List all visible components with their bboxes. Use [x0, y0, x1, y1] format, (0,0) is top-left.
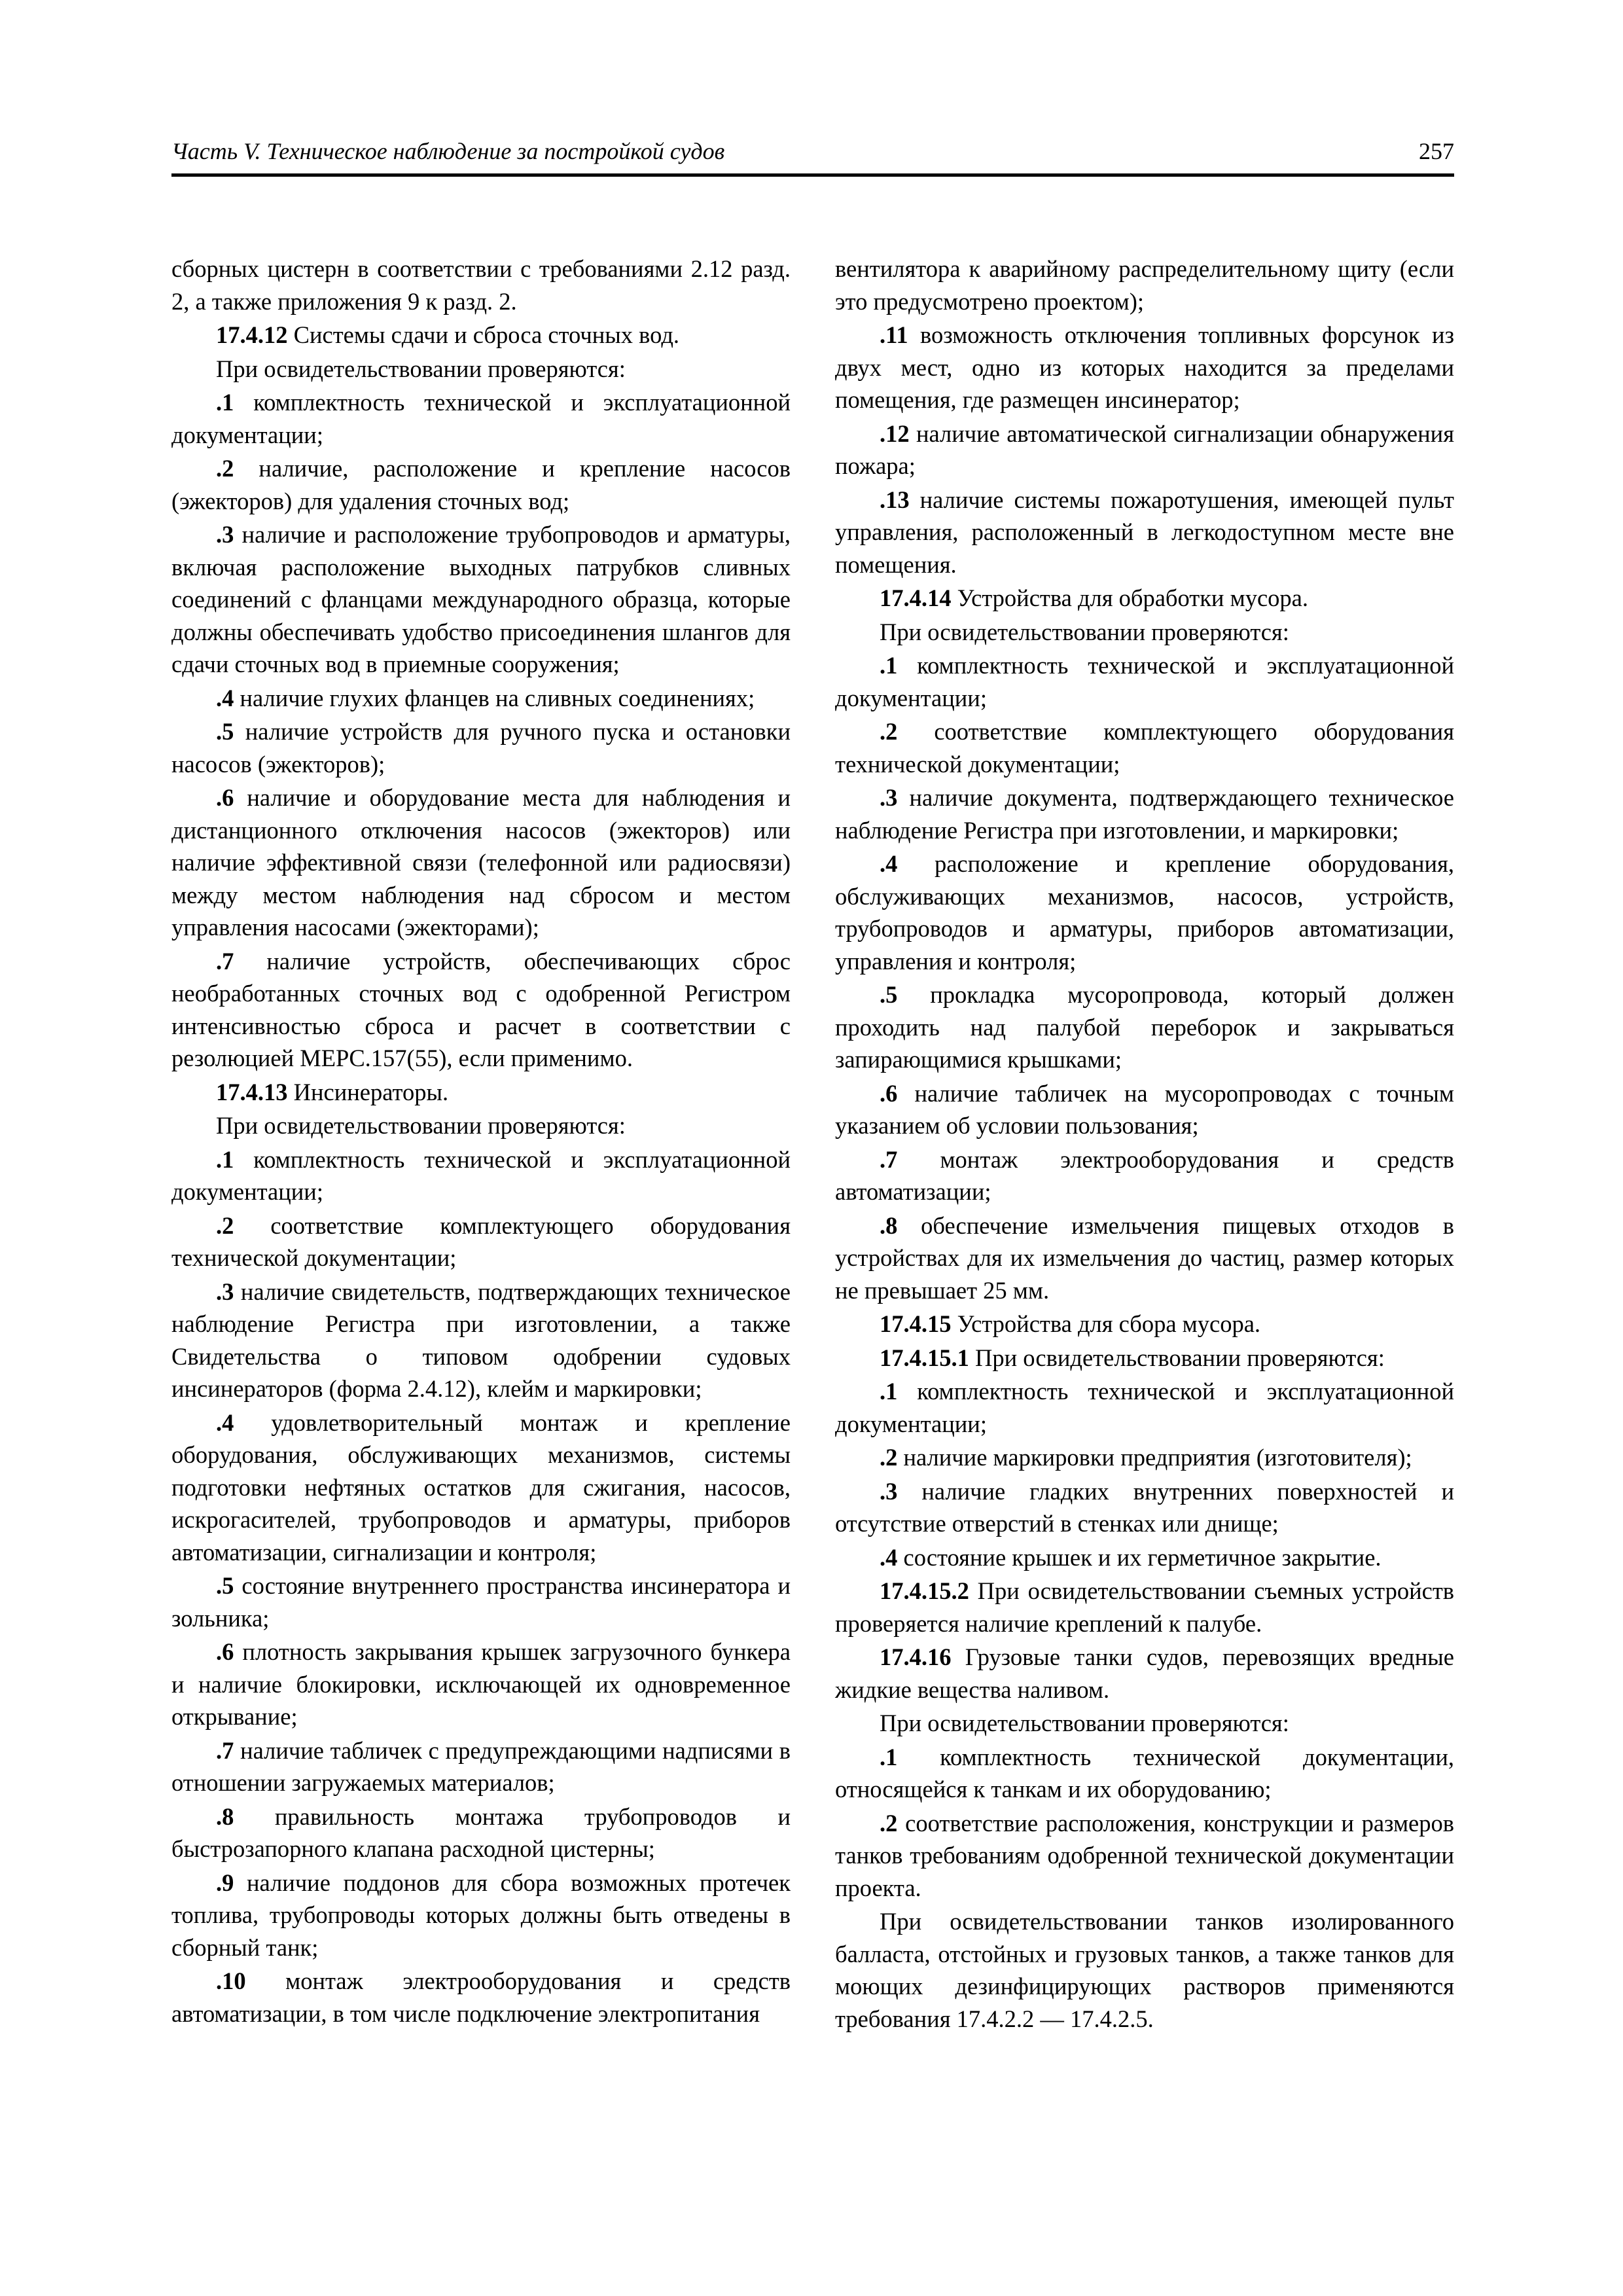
- paragraph-text: наличие и оборудование места для наблюдения и дистанционного отключения насосов (эжекторов) или наличие эффективной связи (телефонной или радиосвязи) между местом наблюдения над сбросом и местом управления насосами (эжекторами);: [171, 784, 791, 941]
- paragraph-text: наличие устройств, обеспечивающих сброс необработанных сточных вод с одобренной Регистром интенсивностью сброса и расчет в соответствии с резолюцией MEPC.157(55), если применимо.: [171, 947, 791, 1071]
- clause-number: .11: [880, 321, 908, 348]
- paragraph: [835, 1541, 1454, 1574]
- paragraph-text: комплектность технической и эксплуатационной документации;: [171, 389, 791, 448]
- clause-number: .3: [880, 1477, 898, 1505]
- paragraph-text: Грузовые танки судов, перевозящих вредные жидкие вещества наливом.: [835, 1643, 1454, 1703]
- paragraph: [171, 1867, 791, 1964]
- clause-number: .4: [216, 684, 234, 711]
- paragraph: [171, 781, 791, 944]
- clause-number: .5: [216, 718, 234, 745]
- clause-number: .4: [880, 1543, 898, 1571]
- paragraph-text: комплектность технической и эксплуатационной документации;: [835, 1378, 1454, 1437]
- clause-number: 17.4.13: [216, 1078, 288, 1105]
- paragraph: [835, 978, 1454, 1076]
- clause-number: 17.4.15.1: [880, 1344, 969, 1371]
- paragraph-text: При освидетельствовании проверяются:: [216, 1112, 626, 1139]
- clause-number: .6: [216, 784, 234, 811]
- paragraph: [835, 1807, 1454, 1905]
- clause-number: .8: [216, 1803, 234, 1830]
- paragraph-text: комплектность технической и эксплуатационной документации;: [171, 1145, 791, 1205]
- paragraph-text: обеспечение измельчения пищевых отходов в устройствах для их измельчения до частиц, размер которых не превышает 25 мм.: [835, 1211, 1454, 1304]
- clause-number: .10: [216, 1967, 246, 1994]
- clause-number: .3: [216, 1278, 234, 1305]
- clause-number: .12: [880, 420, 910, 447]
- clause-number: .1: [880, 1743, 898, 1770]
- paragraph-text: прокладка мусоропровода, который должен проходить над палубой переборок и закрываться запирающимися крышками;: [835, 981, 1454, 1073]
- paragraph: [835, 616, 1454, 649]
- paragraph: [835, 1342, 1454, 1374]
- paragraph: [835, 1905, 1454, 2035]
- paragraph-text: наличие устройств для ручного пуска и остановки насосов (эжекторов);: [171, 718, 791, 778]
- clause-number: 17.4.15: [880, 1310, 952, 1337]
- clause-number: .6: [216, 1638, 234, 1665]
- paragraph: [171, 945, 791, 1075]
- paragraph-text: комплектность технической и эксплуатационной документации;: [835, 652, 1454, 711]
- clause-number: .7: [880, 1145, 898, 1173]
- paragraph: [171, 1636, 791, 1733]
- paragraph: [835, 1077, 1454, 1142]
- paragraph: [171, 1407, 791, 1569]
- clause-number: 17.4.15.2: [880, 1577, 969, 1604]
- clause-number: 17.4.14: [880, 584, 952, 611]
- clause-number: .2: [216, 455, 234, 482]
- paragraph: [835, 1143, 1454, 1208]
- paragraph: [835, 484, 1454, 581]
- paragraph-text: Инсинераторы.: [287, 1078, 449, 1105]
- paragraph-text: При освидетельствовании съемных устройств проверяется наличие креплений к палубе.: [835, 1577, 1454, 1637]
- paragraph: [835, 781, 1454, 846]
- paragraph-text: При освидетельствовании проверяются:: [880, 618, 1289, 645]
- paragraph: [835, 1475, 1454, 1540]
- paragraph: [171, 386, 791, 451]
- paragraph: [835, 848, 1454, 977]
- clause-number: .1: [216, 1145, 234, 1173]
- paragraph-text: наличие табличек на мусоропроводах с точным указанием об условии пользования;: [835, 1079, 1454, 1139]
- paragraph: [171, 1276, 791, 1405]
- paragraph: [171, 1109, 791, 1142]
- paragraph-text: сборных цистерн в соответствии с требованиями 2.12 разд. 2, а также приложения 9 к разд. 2.: [171, 255, 791, 315]
- paragraph-text: При освидетельствовании проверяются:: [969, 1344, 1385, 1371]
- paragraph: [835, 1308, 1454, 1340]
- paragraph: [171, 1210, 791, 1274]
- clause-number: .2: [880, 1809, 898, 1837]
- paragraph: [171, 1143, 791, 1208]
- paragraph-text: наличие глухих фланцев на сливных соединениях;: [234, 684, 755, 711]
- paragraph-text: расположение и крепление оборудования, обслуживающих механизмов, насосов, устройств, трубопроводов и арматуры, приборов автоматизации, управления и контроля;: [835, 850, 1454, 975]
- paragraph-text: состояние внутреннего пространства инсинератора и зольника;: [171, 1572, 791, 1632]
- clause-number: 17.4.12: [216, 321, 288, 348]
- paragraph: [171, 518, 791, 681]
- paragraph: [171, 1734, 791, 1799]
- paragraph-text: наличие, расположение и крепление насосов (эжекторов) для удаления сточных вод;: [171, 455, 791, 514]
- clause-number: .2: [216, 1211, 234, 1239]
- paragraph-text: При освидетельствовании проверяются:: [216, 355, 626, 382]
- paragraph-text: наличие маркировки предприятия (изготовителя);: [897, 1444, 1412, 1471]
- paragraph-text: соответствие расположения, конструкции и размеров танков требованиям одобренной технической документации проекта.: [835, 1809, 1454, 1901]
- paragraph: [171, 1570, 791, 1634]
- paragraph-text: Устройства для обработки мусора.: [951, 584, 1308, 611]
- paragraph: [171, 253, 791, 317]
- clause-number: .1: [880, 652, 898, 679]
- paragraph: [835, 319, 1454, 416]
- clause-number: .1: [216, 389, 234, 416]
- paragraph-text: Устройства для сбора мусора.: [951, 1310, 1261, 1337]
- clause-number: .7: [216, 1736, 234, 1764]
- paragraph-text: комплектность технической документации, относящейся к танкам и их оборудованию;: [835, 1743, 1454, 1803]
- paragraph: [171, 353, 791, 386]
- paragraph-text: соответствие комплектующего оборудования технической документации;: [171, 1211, 791, 1271]
- clause-number: .1: [880, 1378, 898, 1405]
- paragraph: [835, 1741, 1454, 1806]
- paragraph-text: При освидетельствовании танков изолированного балласта, отстойных и грузовых танков, а также танков для моющих дезинфицирующих растворов применяются требования 17.4.2.2 — 17.4.2.5.: [835, 1908, 1454, 2032]
- paragraph-text: правильность монтажа трубопроводов и быстрозапорного клапана расходной цистерны;: [171, 1803, 791, 1862]
- paragraph-text: При освидетельствовании проверяются:: [880, 1710, 1289, 1736]
- clause-number: .8: [880, 1211, 898, 1239]
- running-title: Часть V. Техническое наблюдение за постройкой судов: [171, 138, 725, 164]
- paragraph: [835, 1575, 1454, 1640]
- clause-number: .9: [216, 1869, 234, 1896]
- paragraph: [171, 715, 791, 780]
- clause-number: .4: [216, 1408, 234, 1436]
- running-header: [171, 137, 1454, 177]
- left-column: [171, 253, 791, 2031]
- paragraph-text: наличие автоматической сигнализации обнаружения пожара;: [835, 420, 1454, 479]
- paragraph: [171, 452, 791, 517]
- paragraph: [171, 1801, 791, 1865]
- paragraph: [171, 682, 791, 715]
- clause-number: .13: [880, 486, 910, 513]
- paragraph-text: наличие и расположение трубопроводов и арматуры, включая расположение выходных патрубков сливных соединений с фланцами международного образца, которые должны обеспечивать удобство присоединения шлангов для сдачи сточных вод в приемные сооружения;: [171, 521, 791, 677]
- clause-number: .3: [216, 521, 234, 548]
- paragraph: [171, 1076, 791, 1109]
- paragraph-text: Системы сдачи и сброса сточных вод.: [287, 321, 680, 348]
- paragraph-text: вентилятора к аварийному распределительному щиту (если это предусмотрено проектом);: [835, 255, 1454, 315]
- paragraph-text: плотность закрывания крышек загрузочного бункера и наличие блокировки, исключающей их одновременное открывание;: [171, 1638, 791, 1730]
- right-column: [835, 253, 1454, 2036]
- paragraph-text: соответствие комплектующего оборудования технической документации;: [835, 718, 1454, 778]
- clause-number: .3: [880, 784, 898, 811]
- clause-number: .2: [880, 1444, 898, 1471]
- paragraph-text: монтаж электрооборудования и средств автоматизации;: [835, 1145, 1454, 1205]
- page-number: 257: [1419, 138, 1454, 164]
- paragraph-text: наличие документа, подтверждающего техническое наблюдение Регистра при изготовлении, и маркировки;: [835, 784, 1454, 844]
- clause-number: .2: [880, 718, 898, 745]
- paragraph-text: наличие свидетельств, подтверждающих техническое наблюдение Регистра при изготовлении, а также Свидетельства о типовом одобрении судовых инсинераторов (форма 2.4.12), клейм и маркировки;: [171, 1278, 791, 1402]
- paragraph: [835, 715, 1454, 780]
- paragraph: [835, 1707, 1454, 1740]
- paragraph-text: наличие системы пожаротушения, имеющей пульт управления, расположенный в легкодоступном месте вне помещения.: [835, 486, 1454, 578]
- paragraph-text: возможность отключения топливных форсунок из двух мест, одно из которых находится за пределами помещения, где размещен инсинератор;: [835, 321, 1454, 413]
- clause-number: .7: [216, 947, 234, 975]
- paragraph-text: монтаж электрооборудования и средств автоматизации, в том числе подключение электропитания: [171, 1967, 791, 2027]
- clause-number: .5: [880, 981, 898, 1008]
- paragraph: [835, 418, 1454, 482]
- paragraph: [835, 1210, 1454, 1307]
- paragraph: [835, 649, 1454, 714]
- paragraph: [835, 582, 1454, 615]
- paragraph-text: удовлетворительный монтаж и крепление оборудования, обслуживающих механизмов, системы подготовки нефтяных остатков для сжигания, насосов, искрогасителей, трубопроводов и арматуры, приборов автоматизации, сигнализации и контроля;: [171, 1408, 791, 1566]
- paragraph: [835, 1441, 1454, 1474]
- clause-number: .6: [880, 1079, 898, 1107]
- clause-number: .5: [216, 1572, 234, 1599]
- paragraph: [171, 1965, 791, 2030]
- paragraph: [835, 253, 1454, 317]
- clause-number: .4: [880, 850, 898, 877]
- paragraph: [171, 319, 791, 351]
- paragraph-text: наличие гладких внутренних поверхностей и отсутствие отверстий в стенках или днище;: [835, 1477, 1454, 1537]
- paragraph-text: наличие поддонов для сбора возможных протечек топлива, трубопроводы которых должны быть отведены в сборный танк;: [171, 1869, 791, 1961]
- paragraph-text: состояние крышек и их герметичное закрытие.: [897, 1543, 1382, 1571]
- paragraph-text: наличие табличек с предупреждающими надписями в отношении загружаемых материалов;: [171, 1736, 791, 1796]
- paragraph: [835, 1375, 1454, 1440]
- clause-number: 17.4.16: [880, 1643, 952, 1670]
- paragraph: [835, 1641, 1454, 1706]
